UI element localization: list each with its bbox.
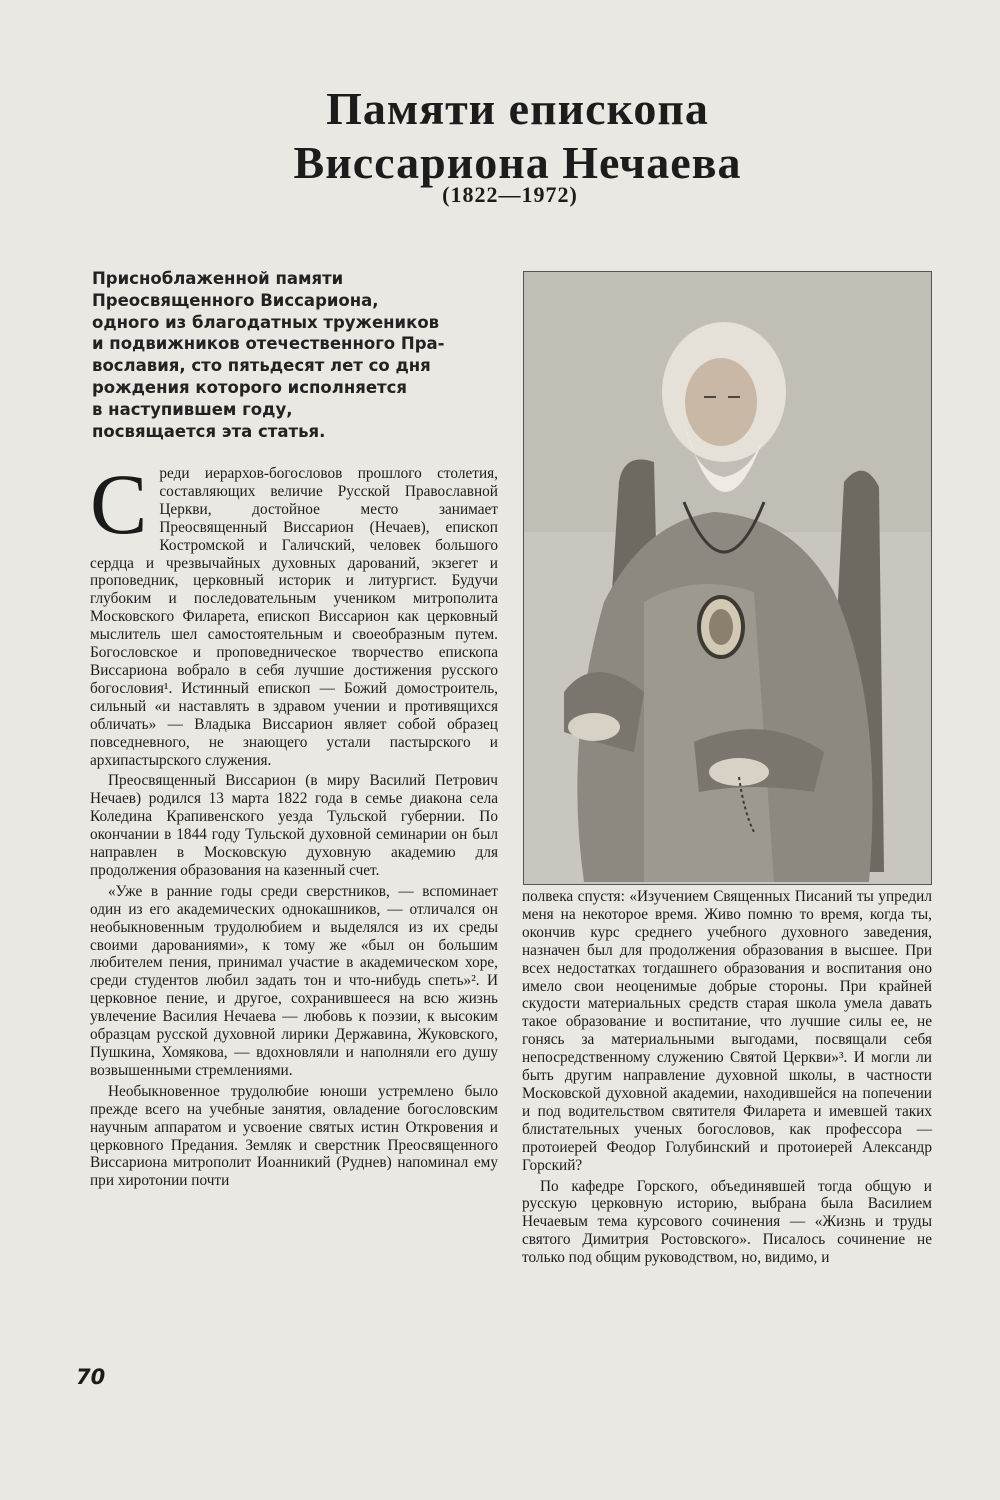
title-line-1: Памяти епископа — [326, 83, 709, 134]
article-paragraph: полвека спустя: «Изучением Священных Писаний ты упредил меня на некоторое время. Живо помню то время, когда ты, окончив курс среднего учебного духовного заведения, назначен был для продолжения образования в высшее. При всех недостатках тогдашнего образования и воспитания оно имело свои неоценимые добрые стороны. При крайней скудости материальных средств старая школа умела давать такое образование и воспитание, что лучшие силы ее, не гонясь за материальными выгодами, посвящали себя непосредственному служению Святой Церкви»³. И могли ли быть другим направление духовной школы, в частности Московской духовной академии, находившейся на попечении и под водительством святителя Филарета и имевшей таких блистательных ученых богословов, как профессора — протоиерей Феодор Голубинский и протоиерей Александр Горский? — [522, 888, 932, 1174]
portrait-illustration — [524, 272, 931, 884]
page-number: 70 — [76, 1365, 106, 1389]
bishop-portrait — [523, 271, 932, 885]
article-paragraph: Необыкновенное трудолюбие юноши устремлено было прежде всего на учебные занятия, овладение богословским научным аппаратом и усвоение святых истин Откровения и церковного Предания. Земляк и сверстник Преосвященного Виссариона митрополит Иоанникий (Руднев) напоминал ему при хиротонии почти — [90, 1082, 498, 1190]
dedication-line: одного из благодатных тружеников — [92, 312, 440, 332]
dedication-line: посвящается эта статья. — [92, 421, 326, 441]
dedication-line: Преосвященного Виссариона, — [92, 290, 379, 310]
article-paragraph: реди иерархов-богословов прошлого столетия, составляющих величие Русской Православной Церкви, достойное место занимает Преосвященный Виссарион (Нечаев), епископ Костромской и Галичский, человек большого сердца и чрезвычайных духовных дарований, экзегет и проповедник, церковный историк и литургист. Будучи глубоким и последовательным учеником митрополита Московского Филарета, епископ Виссарион как церковный мыслитель шел самостоятельным и своеобразным путем. Богословское и проповедническое творчество епископа Виссариона вобрало в себя лучшие достижения русского богословия¹. Истинный епископ — Божий домостроитель, сильный «и наставлять в здравом учении и противящихся обличать» — Владыка Виссарион являет собой образец повседневного, не знающего устали пастырского и архипастырского служения. — [90, 465, 498, 769]
dedication-line: в наступившем году, — [92, 399, 293, 419]
dedication — [92, 268, 492, 442]
article-paragraph: «Уже в ранние годы среди сверстников, — вспоминает один из его академических однокашников, — отличался он необыкновенным трудолюбием и выделялся из их среды своими дарованиями», к тому же «был он большим любителем пения, принимал участие в академическом хоре, среди студентов любил задать тон и что-нибудь спеть»². И церковное пение, и другое, сохранившееся на всю жизнь увлечение Василия Нечаева — любовь к поэзии, к высоким образцам русской духовной лирики Державина, Жуковского, Пушкина, Хомякова, — вдохновляли и наполняли его душу возвышенными стремлениями. — [90, 882, 498, 1079]
article-paragraph: По кафедре Горского, объединявшей тогда общую и русскую церковную историю, выбрана была Василием Нечаевым тема курсового сочинения — «Жизнь и труды святого Димитрия Ростовского». Писалось сочинение не только под общим руководством, но, видимо, и — [522, 1177, 932, 1267]
article-column-right — [522, 888, 932, 1270]
article-title — [0, 82, 1000, 190]
dedication-line: вославия, сто пятьдесят лет со дня — [92, 356, 431, 376]
article-column-left — [90, 456, 498, 1193]
dedication-line: рождения которого исполняется — [92, 377, 407, 397]
article-dates: (1822—1972) — [442, 182, 578, 207]
title-line-2: Виссариона Нечаева — [293, 137, 742, 188]
dedication-line: Приснoблаженной памяти — [92, 269, 344, 288]
dedication-line: и подвижников отечественного Пра- — [92, 334, 445, 354]
article-paragraph: Преосвященный Виссарион (в миру Василий Петрович Нечаев) родился 13 марта 1822 года в семье диакона села Коледина Крапивенского уезда Тульской губернии. По окончании в 1844 году Тульской духовной семинарии он был направлен в Московскую духовную академию для продолжения образования на казенный счет. — [90, 772, 498, 879]
drop-cap: С — [90, 456, 148, 552]
